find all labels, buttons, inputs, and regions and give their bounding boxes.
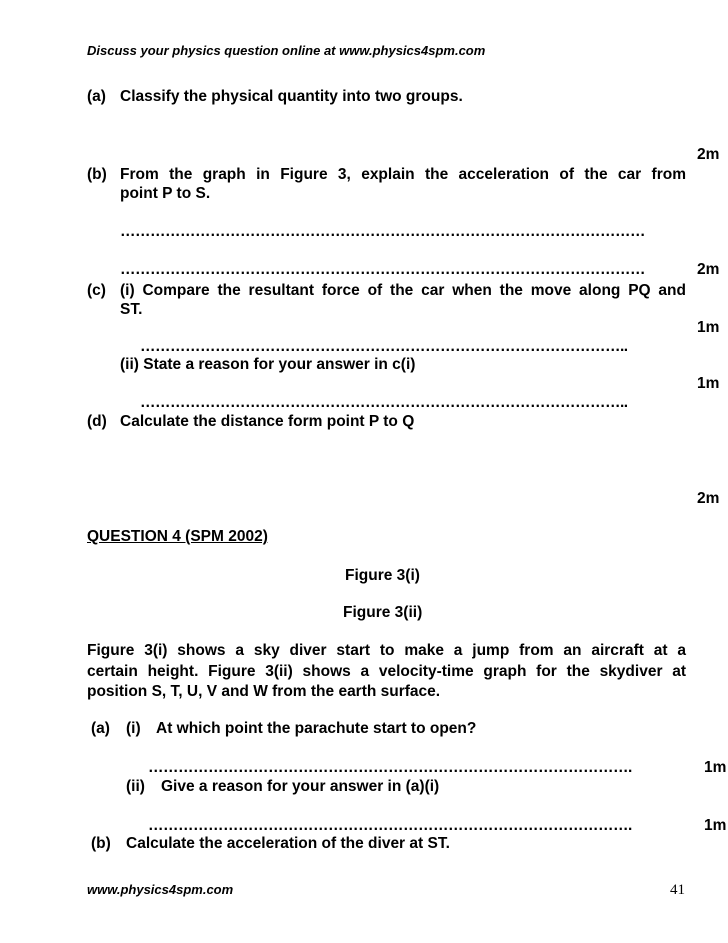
q3c-marks2: 1m [697, 375, 720, 392]
q3d-marks: 2m [697, 490, 720, 507]
footer-site: www.physics4spm.com [87, 882, 234, 897]
q3d-label: (d) [87, 413, 107, 430]
page-header: Discuss your physics question online at www.physics4spm.com [87, 43, 486, 58]
q3c-marks1: 1m [697, 319, 720, 336]
q4a-i-answer-line: ……………………………………………………………………………………. [148, 759, 632, 776]
q4-paragraph-line2: certain height. Figure 3(ii) shows a velocity-time graph for the skydiver at [87, 663, 686, 680]
q4b-question: Calculate the acceleration of the diver at ST. [126, 835, 450, 852]
figure-3i-caption: Figure 3(i) [345, 567, 420, 584]
q4a-ii-question: Give a reason for your answer in (a)(i) [161, 778, 440, 795]
q3c-label: (c) [87, 282, 106, 299]
page-number: 41 [670, 882, 685, 898]
q4-paragraph-line1: Figure 3(i) shows a sky diver start to make a jump from an aircraft at a [87, 642, 686, 659]
q4a-ii-label: (ii) [126, 778, 145, 795]
q3c-question-line2: ST. [120, 301, 143, 318]
q3d-question: Calculate the distance form point P to Q [120, 413, 415, 430]
q4b-label: (b) [91, 835, 111, 852]
figure-3ii-caption: Figure 3(ii) [343, 604, 423, 621]
q3b-answer-line2: …………………………………………………………………………………………… [120, 261, 645, 278]
q4a-i-marks: 1m [704, 759, 727, 776]
q4a-i-question: At which point the parachute start to open? [156, 720, 477, 737]
q3b-marks: 2m [697, 261, 720, 278]
q3c-question-line1: (i) Compare the resultant force of the car when the move along PQ and [120, 282, 686, 299]
q4a-ii-answer-line: ……………………………………………………………………………………. [148, 817, 632, 834]
q3a-label: (a) [87, 88, 106, 105]
q3c-subquestion-ii: (ii) State a reason for your answer in c(i) [120, 356, 416, 373]
q4-paragraph-line3: position S, T, U, V and W from the earth surface. [87, 683, 441, 700]
q3b-label: (b) [87, 166, 107, 183]
q3a-question: Classify the physical quantity into two groups. [120, 88, 463, 105]
q4-title: QUESTION 4 (SPM 2002) [87, 528, 268, 545]
q3c-answer-line2: …………………………………………………………………………………….. [140, 394, 628, 411]
q3b-question-line1: From the graph in Figure 3, explain the acceleration of the car from [120, 166, 686, 183]
q3a-marks: 2m [697, 146, 720, 163]
q3b-answer-line1: …………………………………………………………………………………………… [120, 223, 645, 240]
q3c-answer-line1: …………………………………………………………………………………….. [140, 338, 628, 355]
q4a-ii-marks: 1m [704, 817, 727, 834]
q4a-i-label: (i) [126, 720, 141, 737]
q3b-question-line2: point P to S. [120, 185, 211, 202]
q4a-label: (a) [91, 720, 110, 737]
